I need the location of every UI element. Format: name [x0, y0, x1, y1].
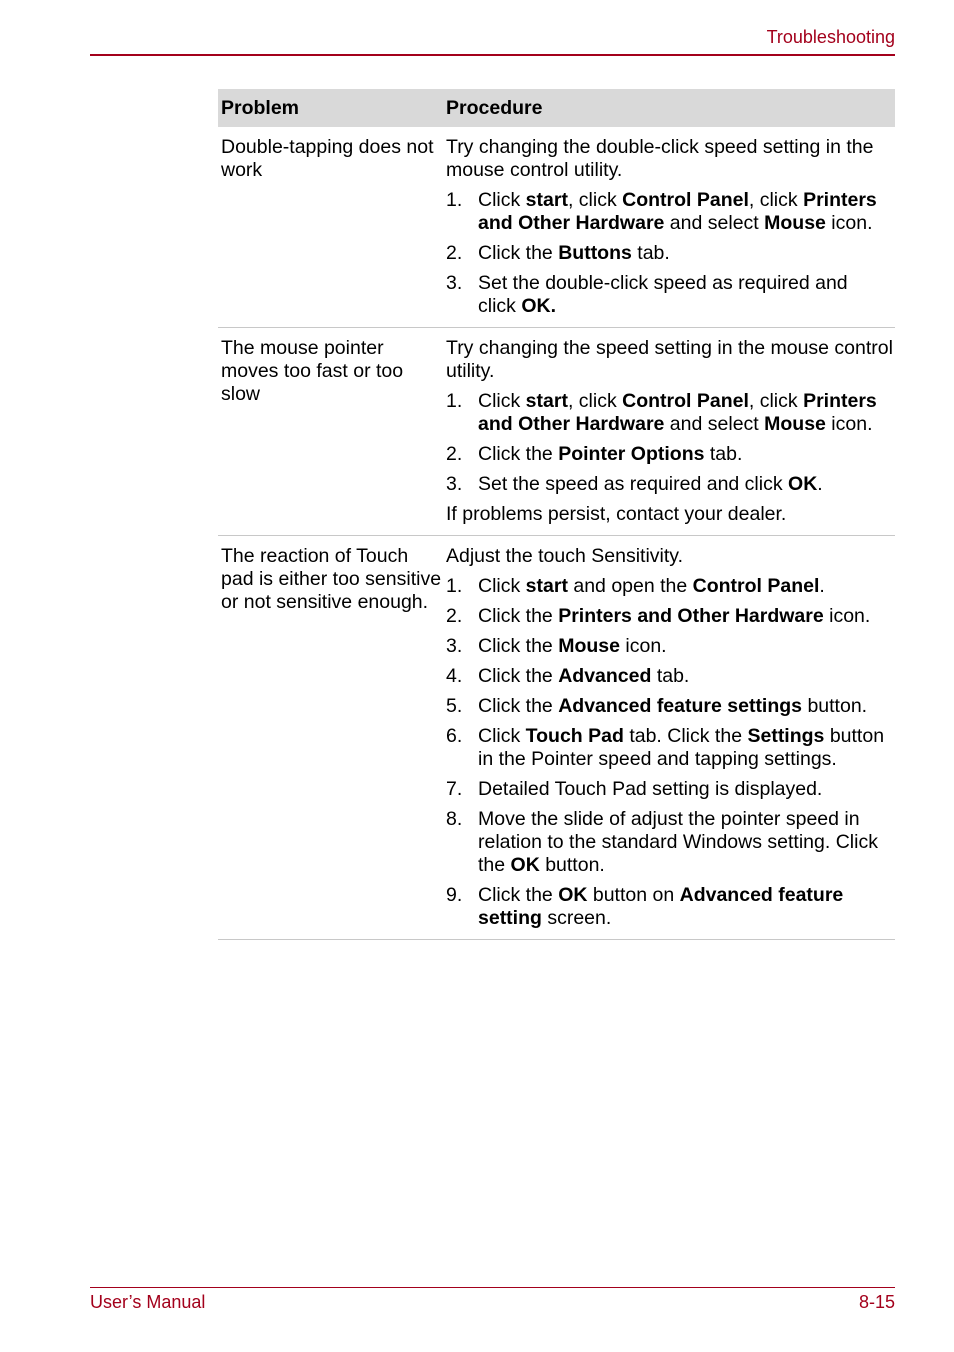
column-header-problem: Problem	[218, 89, 443, 127]
procedure-step	[446, 808, 895, 877]
ui-term: OK.	[521, 295, 557, 317]
procedure-steps	[446, 390, 895, 496]
ui-term: Printers and Other Hardware	[558, 605, 824, 627]
procedure-step	[446, 242, 895, 265]
step-number: 4.	[446, 665, 463, 687]
ui-term: Touch Pad	[525, 725, 624, 747]
step-number: 1.	[446, 575, 463, 597]
table-row	[218, 127, 895, 328]
step-text: Set the speed as required and click OK.	[478, 473, 823, 495]
step-text: Set the double-click speed as required and click OK.	[478, 272, 848, 317]
procedure-step	[446, 635, 895, 658]
footer-manual-title: User’s Manual	[90, 1292, 206, 1312]
step-text: Click the Advanced feature settings button.	[478, 695, 868, 717]
ui-term: Advanced	[558, 665, 652, 687]
step-number: 3.	[446, 272, 463, 294]
step-number: 1.	[446, 390, 463, 412]
procedure-note: If problems persist, contact your dealer.	[446, 503, 787, 525]
ui-term: Control Panel	[622, 390, 749, 412]
ui-term: Mouse	[764, 413, 826, 435]
procedure-cell	[443, 127, 895, 328]
ui-term: start	[525, 189, 568, 211]
procedure-cell	[443, 328, 895, 536]
step-number: 9.	[446, 884, 463, 906]
ui-term: Settings	[747, 725, 825, 747]
step-text: Click the Buttons tab.	[478, 242, 670, 264]
procedure-steps	[446, 575, 895, 930]
procedure-step	[446, 390, 895, 436]
ui-term: OK	[510, 854, 540, 876]
table-header-row	[218, 89, 895, 127]
ui-term: Printers and Other Hardware	[478, 390, 877, 435]
procedure-intro: Try changing the double-click speed setting in the mouse control utility.	[446, 136, 874, 181]
table-row	[218, 536, 895, 940]
ui-term: Printers and Other Hardware	[478, 189, 877, 234]
footer-rule	[90, 1287, 895, 1288]
ui-term: Control Panel	[692, 575, 820, 597]
procedure-step	[446, 189, 895, 235]
step-number: 3.	[446, 473, 463, 495]
step-number: 3.	[446, 635, 463, 657]
table-body	[218, 127, 895, 940]
troubleshooting-table	[218, 89, 895, 940]
ui-term: Advanced feature setting	[478, 884, 844, 929]
step-number: 1.	[446, 189, 463, 211]
ui-term: Control Panel	[622, 189, 749, 211]
table-row	[218, 328, 895, 536]
ui-term: start	[525, 575, 568, 597]
procedure-steps	[446, 189, 895, 318]
step-number: 7.	[446, 778, 463, 800]
step-text: Detailed Touch Pad setting is displayed.	[478, 778, 823, 800]
procedure-step	[446, 778, 895, 801]
step-number: 5.	[446, 695, 463, 717]
procedure-intro: Adjust the touch Sensitivity.	[446, 545, 684, 567]
step-number: 6.	[446, 725, 463, 747]
step-number: 2.	[446, 605, 463, 627]
ui-term: Mouse	[764, 212, 826, 234]
procedure-step	[446, 665, 895, 688]
procedure-step	[446, 473, 895, 496]
step-text: Click the OK button on Advanced feature setting screen.	[478, 884, 844, 929]
step-number: 2.	[446, 443, 463, 465]
ui-term: Mouse	[558, 635, 620, 657]
problem-cell: Double-tapping does not work	[218, 127, 443, 328]
procedure-step	[446, 605, 895, 628]
procedure-intro: Try changing the speed setting in the mouse control utility.	[446, 337, 893, 382]
header-rule	[90, 54, 895, 56]
column-header-procedure: Procedure	[443, 89, 895, 127]
ui-term: Buttons	[558, 242, 632, 264]
step-text: Click the Printers and Other Hardware icon.	[478, 605, 871, 627]
step-text: Click the Pointer Options tab.	[478, 443, 743, 465]
procedure-step	[446, 725, 895, 771]
page-number: 8-15	[858, 1292, 895, 1312]
ui-term: start	[525, 390, 568, 412]
step-number: 8.	[446, 808, 463, 830]
step-text: Move the slide of adjust the pointer speed in relation to the standard Windows setting. Click the OK button.	[478, 808, 878, 876]
procedure-step	[446, 272, 895, 318]
step-text: Click start, click Control Panel, click Printers and Other Hardware and select Mouse icon.	[478, 189, 877, 234]
step-text: Click Touch Pad tab. Click the Settings button in the Pointer speed and tapping settings.	[478, 725, 885, 770]
step-text: Click start and open the Control Panel.	[478, 575, 825, 597]
procedure-step	[446, 575, 895, 598]
problem-cell: The reaction of Touch pad is either too sensitive or not sensitive enough.	[218, 536, 443, 940]
procedure-step	[446, 443, 895, 466]
ui-term: Pointer Options	[558, 443, 705, 465]
step-number: 2.	[446, 242, 463, 264]
procedure-cell	[443, 536, 895, 940]
step-text: Click start, click Control Panel, click Printers and Other Hardware and select Mouse icon.	[478, 390, 877, 435]
ui-term: OK	[558, 884, 588, 906]
step-text: Click the Advanced tab.	[478, 665, 690, 687]
step-text: Click the Mouse icon.	[478, 635, 667, 657]
ui-term: Advanced feature settings	[558, 695, 803, 717]
problem-cell: The mouse pointer moves too fast or too slow	[218, 328, 443, 536]
procedure-step	[446, 884, 895, 930]
running-header-title: Troubleshooting	[766, 27, 895, 47]
ui-term: OK	[788, 473, 818, 495]
procedure-step	[446, 695, 895, 718]
